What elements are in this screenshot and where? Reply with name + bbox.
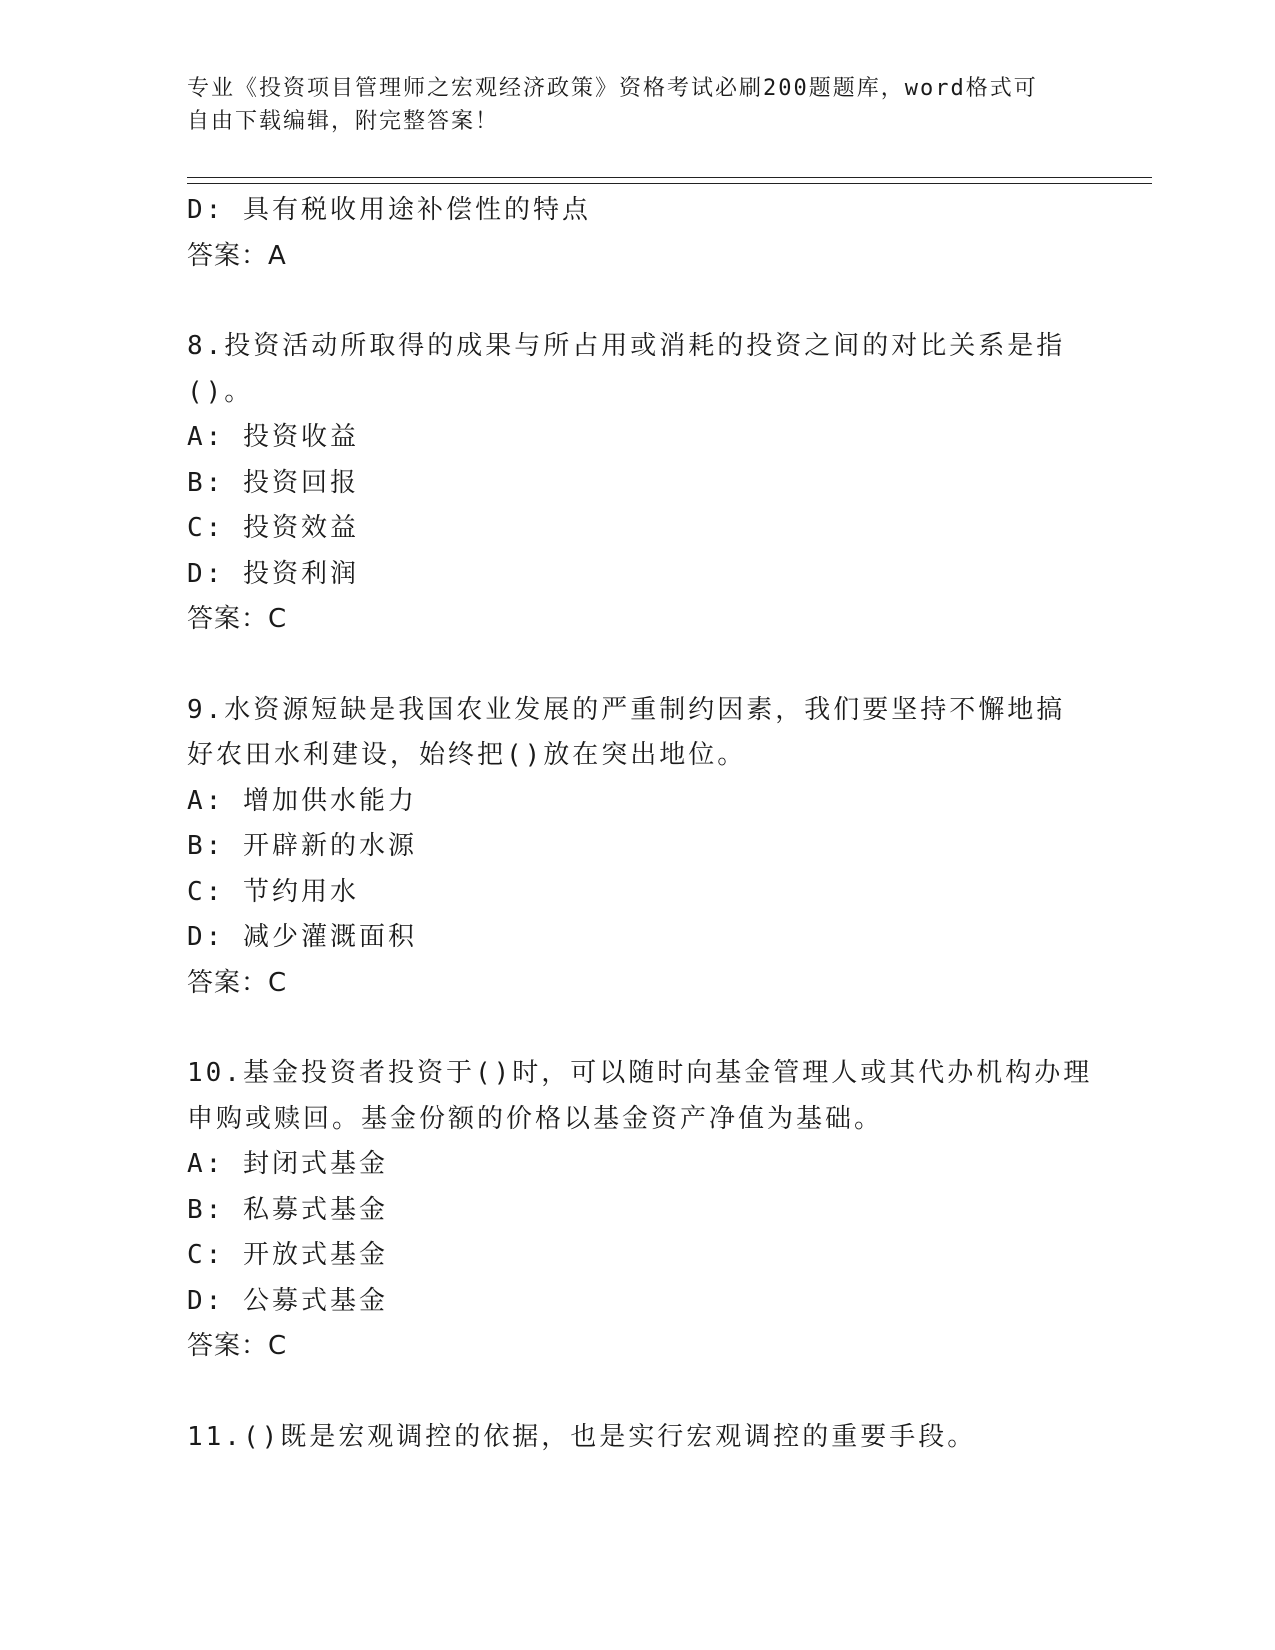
- option-b: B: 私募式基金: [187, 1194, 388, 1225]
- question-text-line: 8.投资活动所取得的成果与所占用或消耗的投资之间的对比关系是指: [187, 331, 1066, 361]
- option-c: C: 节约用水: [187, 876, 359, 907]
- spacer: [187, 1006, 1087, 1051]
- option-c: C: 投资效益: [187, 513, 359, 543]
- option-a: A: 投资收益: [187, 422, 359, 452]
- question-text-line: 申购或赎回。基金份额的价格以基金资产净值为基础。: [187, 1103, 884, 1134]
- spacer: [187, 279, 1087, 324]
- spacer: [187, 1370, 1087, 1415]
- option-d: D: 投资利润: [187, 558, 359, 589]
- question-text-line: ()。: [187, 376, 254, 407]
- option-a: A: 封闭式基金: [187, 1149, 388, 1179]
- question-content: [187, 188, 1093, 1460]
- option-b: B: 投资回报: [187, 467, 359, 498]
- prev-option-d: D: 具有税收用途补偿性的特点: [187, 195, 591, 225]
- option-d: D: 公募式基金: [187, 1285, 388, 1316]
- question-9: [187, 688, 1087, 1007]
- answer: 答案：C: [187, 967, 288, 998]
- option-d: D: 减少灌溉面积: [187, 922, 417, 952]
- header-divider-bottom: [187, 183, 1152, 184]
- question-text-line: 9.水资源短缺是我国农业发展的严重制约因素，我们要坚持不懈地搞: [187, 694, 1066, 725]
- header-line-2: 自由下载编辑，附完整答案！: [187, 109, 500, 134]
- question-10: [187, 1051, 1093, 1370]
- question-text-line: 11.()既是宏观调控的依据，也是实行宏观调控的重要手段。: [187, 1421, 977, 1452]
- question-text-line: 好农田水利建设，始终把()放在突出地位。: [187, 740, 747, 770]
- answer: 答案：C: [187, 604, 288, 634]
- answer: 答案：C: [187, 1331, 288, 1361]
- question-11: [187, 1415, 1087, 1461]
- question-text-line: 10.基金投资者投资于()时，可以随时向基金管理人或其代办机构办理: [187, 1058, 1093, 1088]
- option-a: A: 增加供水能力: [187, 785, 417, 816]
- header-line-1: 专业《投资项目管理师之宏观经济政策》资格考试必刷200题题库，word格式可: [187, 76, 1038, 101]
- spacer: [187, 643, 1087, 688]
- document-header: [187, 72, 1067, 138]
- option-b: B: 开辟新的水源: [187, 831, 417, 861]
- option-c: C: 开放式基金: [187, 1240, 388, 1270]
- prev-answer: 答案：A: [187, 240, 287, 271]
- question-8: [187, 324, 1087, 643]
- header-divider-top: [187, 177, 1152, 178]
